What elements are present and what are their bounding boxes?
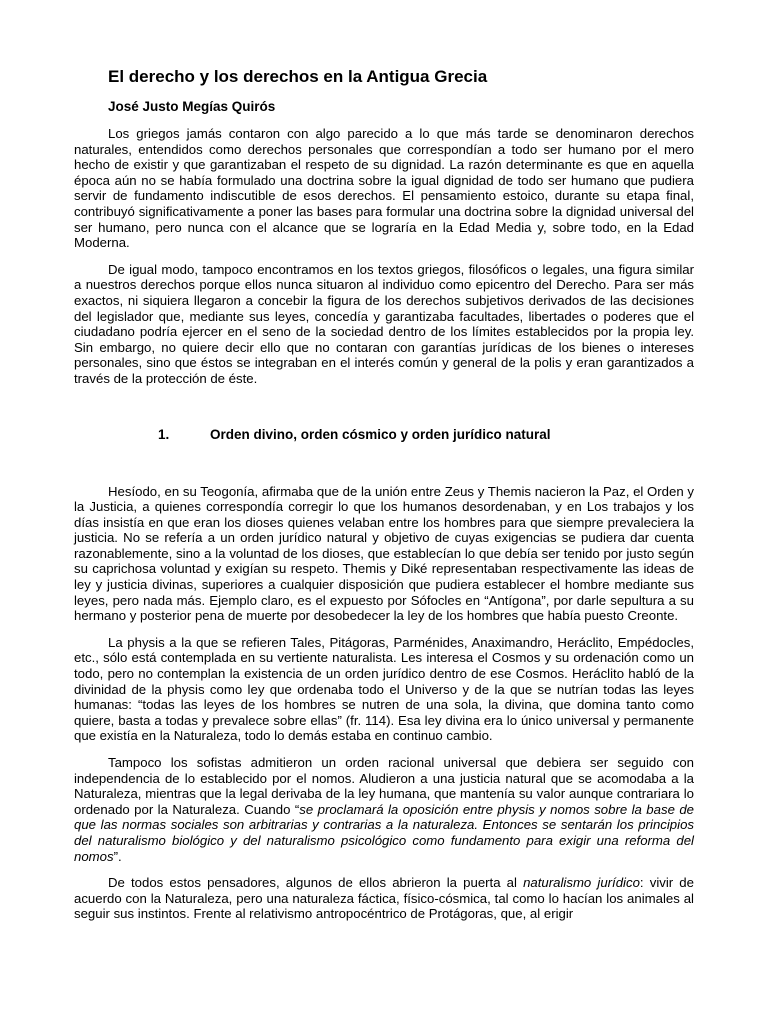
document-author: José Justo Megías Quirós <box>108 99 276 114</box>
section-title: Orden divino, orden cósmico y orden jurídico natural <box>210 426 551 442</box>
document-title: El derecho y los derechos en la Antigua Grecia <box>108 67 488 86</box>
paragraph-physis: La physis a la que se refieren Tales, Pitágoras, Parménides, Anaximandro, Heráclito, Empédocles, etc., sólo está contemplada en su vertiente naturalista. Les interesa el Cosmos y su ordenación como un todo, pero no contemplan la existencia de un orden jurídico dentro de ese Cosmos. Heráclito habló de la divinidad de la physis como ley que ordenaba todo el Universo y de la que se nutrían todas las leyes humanas: “todas las leyes de los hombres se nutren de una sola, la divina, que domina tanto como quiere, basta a todas y prevalece sobre ellas” (fr. 114). Esa ley divina era lo único universal y permanente que existía en la Naturaleza, todo lo demás estaba en continuo cambio. <box>74 634 694 744</box>
paragraph-pensadores-rest: : vivir de acuerdo con la Naturaleza, pero una naturaleza fáctica, físico-cósmica, tal como lo hacían los animales al seguir sus instintos. Frente al relativismo antropocéntrico de Protágoras, que, al erigir <box>74 875 694 922</box>
paragraph-pensadores-text: De todos estos pensadores, algunos de ellos abrieron la puerta al <box>108 875 524 891</box>
paragraph-sofistas <box>74 755 694 864</box>
paragraph-intro-2: De igual modo, tampoco encontramos en los textos griegos, filosóficos o legales, una figura similar a nuestros derechos porque ellos nunca situaron al individuo como epicentro del Derecho. Para ser más exactos, ni siquiera llegaron a concebir la figura de los derechos subjetivos derivados de las decisiones del legislador que, mediante sus leyes, concedía y garantizaba facultades, libertades o poderes que el ciudadano podría ejercer en el seno de la sociedad dentro de los límites establecidos por la propia ley. Sin embargo, no quiere decir ello que no contaran con garantías jurídicas de los bienes o intereses personales, sino que éstos se integraban en el interés común y general de la polis y eran garantizados a través de la protección de éste. <box>74 261 694 386</box>
paragraph-pensadores <box>74 875 694 922</box>
section-number-wrap <box>74 426 210 444</box>
section-number: 1. <box>158 426 170 442</box>
paragraph-sofistas-quote: se proclamará la oposición entre physis y nomos sobre la base de que las normas sociales son arbitrarias y contrarias a la naturaleza. Entonces se sentarán los principios del naturalismo biológico y del naturalismo psicológico como fundamento para exigir una reforma del nomos <box>74 801 695 864</box>
section-heading <box>74 426 694 444</box>
paragraph-intro-1: Los griegos jamás contaron con algo parecido a lo que más tarde se denominaron derechos naturales, entendidos como derechos personales que correspondían a todo ser humano por el mero hecho de existir y que garantizaban el respeto de su dignidad. La razón determinante es que en aquella época aún no se había formulado una doctrina sobre la igual dignidad de todo ser humano que pudiera servir de fundamento indiscutible de esos derechos. El pensamiento estoico, durante su etapa final, contribuyó significativamente a poner las bases para formular una doctrina sobre la dignidad universal del ser humano, pero nunca con el alcance que se lograría en la Edad Media y, sobre todo, en la Edad Moderna. <box>74 126 694 251</box>
paragraph-sofistas-text: Tampoco los sofistas admitieron un orden racional universal que debiera ser seguido con independencia de lo establecido por el nomos. Aludieron a una justicia natural que se acomodaba a la Naturaleza, mientras que la legal derivaba de la ley humana, que mantenía su valor aunque contrariara lo ordenado por la Naturaleza. Cuando “ <box>74 755 694 817</box>
paragraph-sofistas-end: ”. <box>113 848 122 864</box>
paragraph-pensadores-term: naturalismo jurídico <box>523 875 640 891</box>
paragraph-hesiodo: Hesíodo, en su Teogonía, afirmaba que de la unión entre Zeus y Themis nacieron la Paz, el Orden y la Justicia, a quienes correspondía corregir lo que los humanos desordenaban, y en Los trabajos y los días insistía en que eran los dioses quienes velaban entre los hombres para que siempre prevaleciera la justicia. No se refería a un orden jurídico natural y objetivo de cuyas exigencias se pudiera dar cuenta razonablemente, sino a la voluntad de los dioses, que establecían lo que debía ser tenido por justo según su caprichosa voluntad y exigían su respeto. Themis y Diké representaban respectivamente las ideas de ley y justicia divinas, superiores a cualquier disposición que pudiera establecer el hombre mediante sus leyes, pero nada más. Ejemplo claro, es el expuesto por Sófocles en “Antígona”, por darle sepultura a su hermano y posterior pena de muerte por desobedecer la ley de los hombres que había puesto Creonte. <box>74 483 694 624</box>
document-body <box>74 66 694 922</box>
